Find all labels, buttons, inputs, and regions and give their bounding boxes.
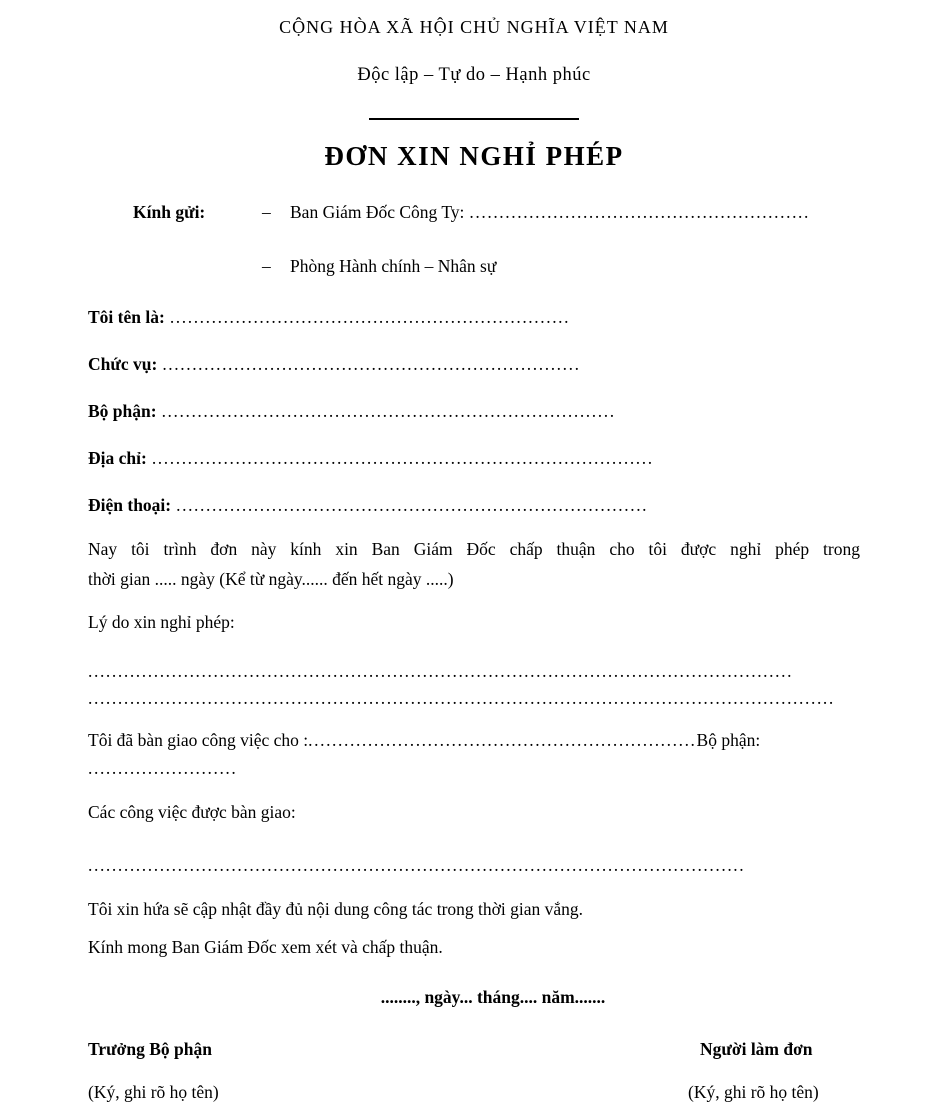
recipient-item-text: Phòng Hành chính – Nhân sự (290, 256, 497, 276)
list-dash: – (262, 202, 271, 222)
sign-note-left: (Ký, ghi rõ họ tên) (88, 1082, 219, 1102)
field-row-department (88, 396, 860, 426)
recipient-section (88, 198, 860, 280)
request-paragraph-line2: thời gian ..... ngày (Kể từ ngày...... đến hết ngày .....) (88, 569, 454, 589)
fill-in-dots: ............................................................................................................................. (88, 688, 835, 708)
signature-titles-row (88, 1035, 860, 1063)
field-row-phone (88, 490, 860, 520)
handover-line (88, 726, 860, 754)
field-label-address: Địa chỉ: (88, 448, 147, 468)
sign-note-right: (Ký, ghi rõ họ tên) (688, 1082, 819, 1102)
request-paragraph (88, 534, 860, 594)
header-divider (369, 118, 579, 120)
recipient-row (88, 198, 860, 226)
field-label-department: Bộ phận: (88, 401, 157, 421)
handover-dept-dots-line (88, 754, 860, 782)
reason-fill-area (88, 658, 860, 712)
signature-notes-row (88, 1079, 860, 1104)
reason-label: Lý do xin nghỉ phép: (88, 612, 235, 632)
signature-left-title: Trưởng Bộ phận (88, 1039, 212, 1059)
field-label-position: Chức vụ: (88, 354, 158, 374)
tasks-fill-area (88, 852, 860, 879)
request-paragraph-line1: Nay tôi trình đơn này kính xin Ban Giám Đốc chấp thuận cho tôi được nghỉ phép trong (88, 539, 860, 559)
fill-in-dots: ......................... (88, 758, 238, 778)
fill-in-dots: ......................................................... (469, 202, 810, 222)
promise-line: Tôi xin hứa sẽ cập nhật đầy đủ nội dung công tác trong thời gian vắng. (88, 899, 584, 919)
form-title: ĐƠN XIN NGHỈ PHÉP (324, 141, 624, 171)
recipient-row (88, 252, 860, 280)
list-dash: – (262, 256, 271, 276)
field-label-name: Tôi tên là: (88, 307, 165, 327)
recipient-label: Kính gửi: (133, 202, 206, 222)
fill-in-dots: .................................................................................... (151, 448, 654, 468)
signature-right-title: Người làm đơn (700, 1039, 813, 1059)
recipient-item-text: Ban Giám Đốc Công Ty: (290, 202, 465, 222)
fill-in-dots: ................................................................. (308, 730, 697, 750)
fill-in-dots: ............................................................................ (161, 401, 616, 421)
reason-dots-line (88, 658, 860, 685)
national-motto: Độc lập – Tự do – Hạnh phúc (357, 65, 591, 85)
national-title: CỘNG HÒA XÃ HỘI CHỦ NGHĨA VIỆT NAM (279, 17, 669, 37)
field-label-phone: Điện thoại: (88, 495, 172, 515)
handover-dept-label: Bộ phận: (696, 730, 761, 750)
reason-dots-line (88, 685, 860, 712)
fill-in-dots: .............................................................................................................. (88, 855, 746, 875)
date-place-line: ........, ngày... tháng.... năm....... (380, 987, 606, 1007)
fill-in-dots: ................................................................... (169, 307, 571, 327)
tasks-label: Các công việc được bàn giao: (88, 802, 296, 822)
field-row-position (88, 349, 860, 379)
fill-in-dots: ...................................................................... (162, 354, 581, 374)
field-row-name (88, 302, 860, 332)
field-row-address (88, 443, 860, 473)
handover-text: Tôi đã bàn giao công việc cho : (88, 730, 309, 750)
closing-line: Kính mong Ban Giám Đốc xem xét và chấp thuận. (88, 937, 443, 957)
fill-in-dots: ............................................................................... (176, 495, 649, 515)
fill-in-dots: ...................................................................................................................... (88, 661, 794, 681)
